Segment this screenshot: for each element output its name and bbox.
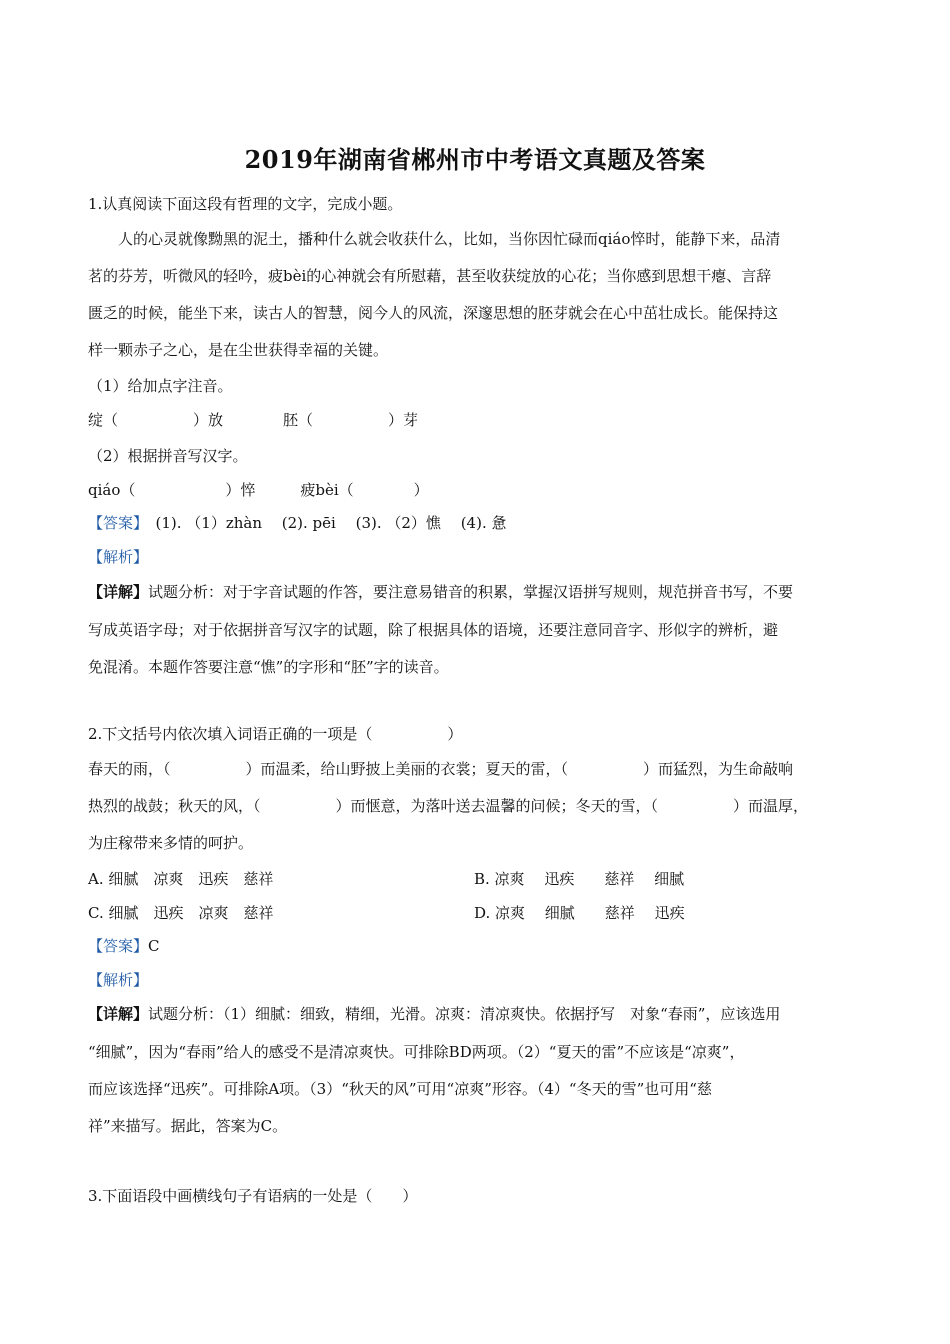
answer-text: C <box>148 937 160 955</box>
q2-passage-line: 为庄稼带来多情的呵护。 <box>88 834 254 852</box>
q1-stem: 1.认真阅读下面这段有哲理的文字，完成小题。 <box>88 195 403 213</box>
q2-detail-line <box>88 1003 780 1024</box>
q1-detail-line: 写成英语字母；对于依据拼音写汉字的试题，除了根据具体的语境，还要注意同音字、形似字的辨析，避 <box>88 621 779 639</box>
q3-stem: 3.下面语段中画横线句子有语病的一处是（ ） <box>88 1187 418 1205</box>
q1-sub2: （2）根据拼音写汉字。 <box>88 447 248 465</box>
answer-label: 【答案】 <box>88 937 149 955</box>
detail-text: 试题分析：（1）细腻：细致，精细，光滑。凉爽：清凉爽快。依据抒写 对象“春雨”，应该选用 <box>148 1005 781 1023</box>
q1-sub1: （1）给加点字注音。 <box>88 377 233 395</box>
q1-sub2-blanks: qiáo（ ）悴 疲bèi（ ） <box>88 481 429 499</box>
q1-detail-line <box>88 581 793 602</box>
detail-text: 试题分析：对于字音试题的作答，要注意易错音的积累，掌握汉语拼写规则，规范拼音书写，不要 <box>148 583 794 601</box>
q1-analysis-label: 【解析】 <box>88 548 149 566</box>
q1-passage-line: 样一颗赤子之心，是在尘世获得幸福的关键。 <box>88 341 389 359</box>
q1-passage-line: 人的心灵就像黝黑的泥土，播种什么就会收获什么，比如，当你因忙碌而qiáo悴时，能静下来，品清 <box>118 230 781 248</box>
page-title: 2019年湖南省郴州市中考语文真题及答案 <box>244 145 706 174</box>
q1-answer <box>88 512 507 533</box>
q2-detail-line: 祥”来描写。据此，答案为C。 <box>88 1117 288 1135</box>
q2-answer <box>88 935 160 956</box>
q1-sub1-blanks: 绽（ ）放 胚（ ）芽 <box>88 411 419 429</box>
q1-passage-line: 茗的芬芳，听微风的轻吟，疲bèi的心神就会有所慰藉，甚至收获绽放的心花；当你感到思想干瘪、言辞 <box>88 267 772 285</box>
q2-passage-line: 热烈的战鼓；秋天的风，（ ）而惬意，为落叶送去温馨的问候；冬天的雪，（ ）而温厚， <box>88 797 809 815</box>
q2-detail-line: 而应该选择“迅疾”。可排除A项。（3）“秋天的风”可用“凉爽”形容。（4）“冬天的雪”也可用“慈 <box>88 1080 712 1098</box>
answer-text: (1). （1）zhàn (2). pēi (3). （2）憔 (4). 惫 <box>140 514 507 532</box>
q2-passage-line: 春天的雨，（ ）而温柔，给山野披上美丽的衣裳；夏天的雷，（ ）而猛烈，为生命敲响 <box>88 760 794 778</box>
answer-label: 【答案】 <box>88 514 141 532</box>
q2-option-d: D. 凉爽 细腻 慈祥 迅疾 <box>474 904 685 922</box>
q2-analysis-label: 【解析】 <box>88 971 149 989</box>
q1-detail-line: 免混淆。本题作答要注意“憔”的字形和“胚”字的读音。 <box>88 658 449 676</box>
q2-stem: 2.下文括号内依次填入词语正确的一项是（ ） <box>88 725 463 743</box>
q2-detail-line: “细腻”，因为“春雨”给人的感受不是清凉爽快。可排除BD两项。（2）“夏天的雷”不应该是“凉爽”， <box>88 1043 745 1061</box>
q2-option-a: A. 细腻 凉爽 迅疾 慈祥 <box>88 870 274 888</box>
q2-option-c: C. 细腻 迅疾 凉爽 慈祥 <box>88 904 274 922</box>
detail-label: 【详解】 <box>88 1005 149 1023</box>
q1-passage-line: 匮乏的时候，能坐下来，读古人的智慧，阅今人的风流，深邃思想的胚芽就会在心中茁壮成长。能保持这 <box>88 304 779 322</box>
detail-label: 【详解】 <box>88 583 149 601</box>
q2-option-b: B. 凉爽 迅疾 慈祥 细腻 <box>474 870 685 888</box>
